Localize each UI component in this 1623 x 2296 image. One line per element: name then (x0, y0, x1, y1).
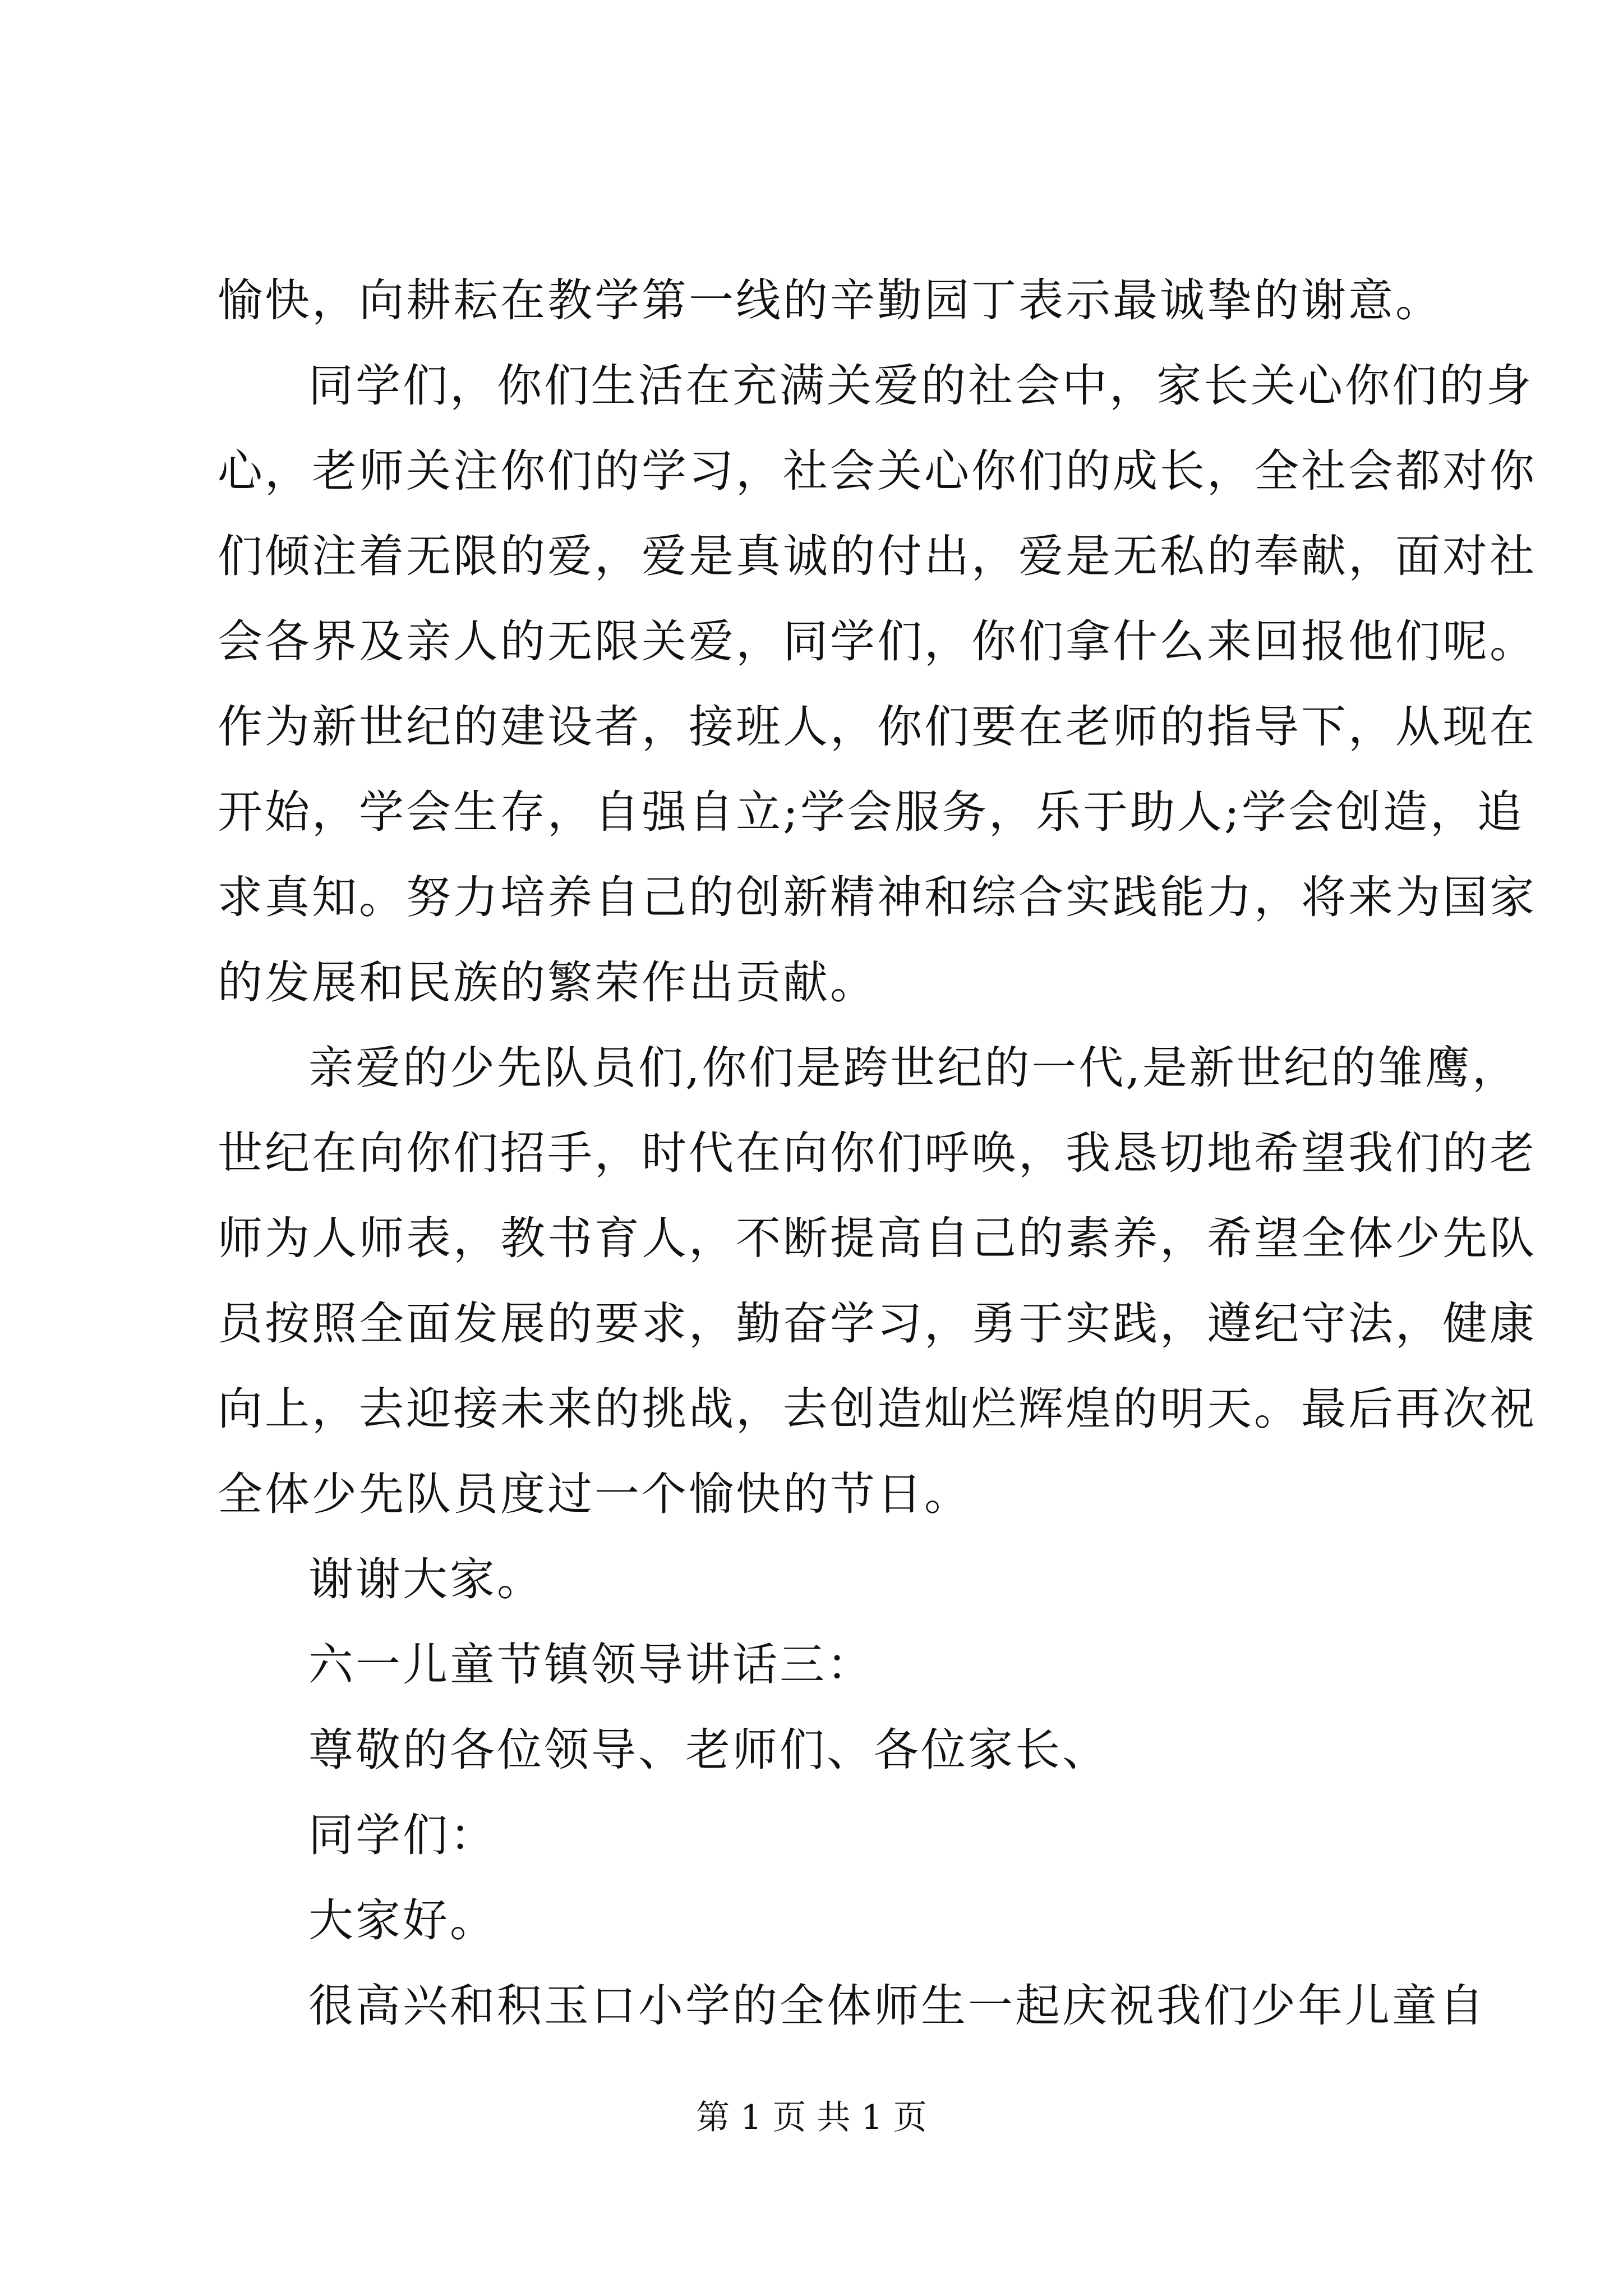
text-line: 愉快，向耕耘在教学第一线的辛勤园丁表示最诚挚的谢意。 (218, 274, 1442, 326)
text-line: 很高兴和积玉口小学的全体师生一起庆祝我们少年儿童自 (308, 1980, 1486, 2032)
salutation-line: 尊敬的各位领导、老师们、各位家长、 (308, 1724, 1109, 1776)
text-line: 心，老师关注你们的学习，社会关心你们的成长，全社会都对你 (218, 445, 1537, 497)
text-line: 开始，学会生存，自强自立;学会服务，乐于助人;学会创造，追 (218, 786, 1524, 838)
text-line: 会各界及亲人的无限关爱，同学们，你们拿什么来回报他们呢。 (218, 615, 1537, 668)
text-line: 向上，去迎接未来的挑战，去创造灿烂辉煌的明天。最后再次祝 (218, 1383, 1537, 1435)
greeting-line: 大家好。 (308, 1894, 497, 1947)
page-number: 第 1 页 共 1 页 (696, 2098, 927, 2137)
text-line: 世纪在向你们招手，时代在向你们呼唤，我恳切地希望我们的老 (218, 1127, 1537, 1179)
section-heading: 六一儿童节镇领导讲话三： (308, 1639, 874, 1691)
text-line: 们倾注着无限的爱，爱是真诚的付出，爱是无私的奉献，面对社 (218, 530, 1537, 582)
text-line: 作为新世纪的建设者，接班人，你们要在老师的指导下，从现在 (218, 701, 1537, 753)
text-line: 谢谢大家。 (308, 1553, 544, 1605)
page-footer (0, 2095, 1623, 2140)
text-line: 师为人师表，教书育人，不断提高自己的素养，希望全体少先队 (218, 1212, 1537, 1264)
salutation-line: 同学们： (308, 1809, 497, 1861)
text-line: 的发展和民族的繁荣作出贡献。 (218, 956, 877, 1009)
text-line: 全体少先队员度过一个愉快的节日。 (218, 1468, 971, 1520)
text-line: 求真知。努力培养自己的创新精神和综合实践能力，将来为国家 (218, 871, 1537, 923)
text-line: 同学们，你们生活在充满关爱的社会中，家长关心你们的身 (308, 360, 1533, 412)
text-line: 亲爱的少先队员们,你们是跨世纪的一代,是新世纪的雏鹰， (308, 1042, 1519, 1094)
text-line: 员按照全面发展的要求，勤奋学习，勇于实践，遵纪守法，健康 (218, 1297, 1537, 1350)
document-body (218, 258, 1537, 2049)
